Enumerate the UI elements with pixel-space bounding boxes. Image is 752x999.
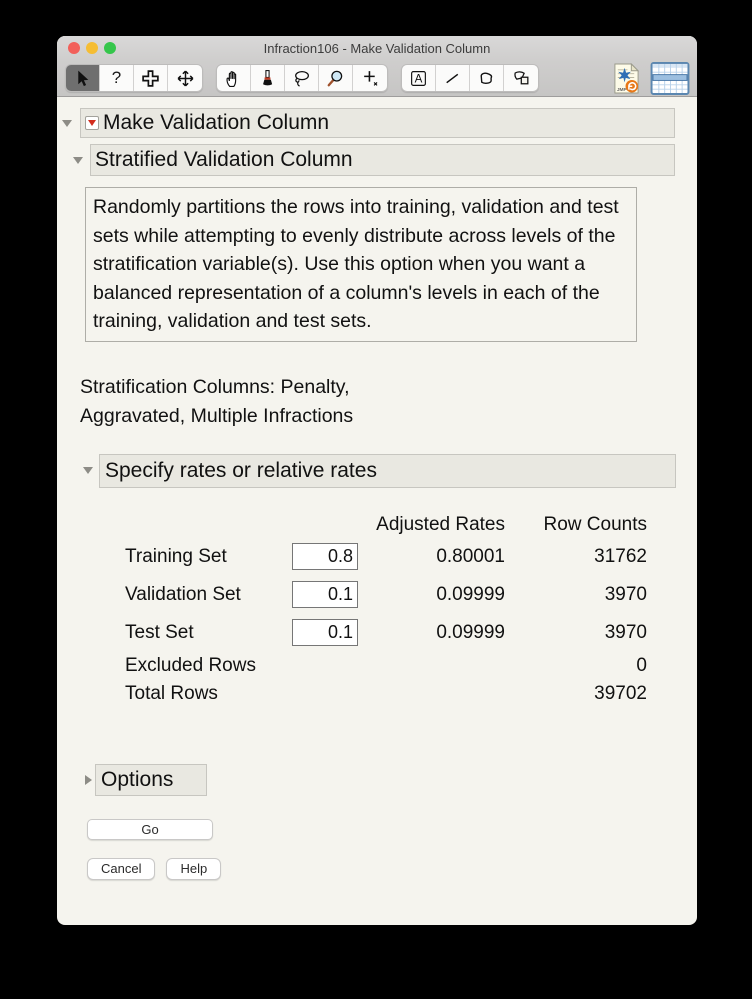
go-button[interactable]: Go	[87, 819, 213, 840]
annotate-text-icon[interactable]	[402, 65, 436, 91]
stratified-title: Stratified Validation Column	[95, 148, 353, 171]
training-rate-input[interactable]	[292, 543, 358, 570]
brush-tool-icon[interactable]	[251, 65, 285, 91]
grabber-hand-icon[interactable]	[217, 65, 251, 91]
data-table-icon[interactable]	[649, 61, 691, 96]
table-row-validation	[125, 576, 647, 614]
specify-rates-header[interactable]	[99, 454, 676, 488]
dialog-buttons	[87, 858, 697, 880]
help-tool-icon[interactable]: ?	[100, 65, 134, 91]
row-label: Validation Set	[125, 583, 241, 605]
fat-cross-tool-icon[interactable]	[134, 65, 168, 91]
options-header[interactable]	[95, 764, 207, 796]
table-row-test	[125, 614, 647, 652]
table-row-excluded	[125, 652, 647, 680]
adjusted-rate-value: 0.80001	[436, 545, 505, 567]
window-title: Infraction106 - Make Validation Column	[263, 41, 491, 56]
table-row-total	[125, 680, 647, 708]
adjusted-rates-column-header: Adjusted Rates	[376, 513, 505, 535]
row-label: Excluded Rows	[125, 654, 256, 676]
red-triangle-menu-icon[interactable]	[85, 116, 99, 130]
row-count-value: 3970	[604, 583, 647, 605]
svg-text:JMP: JMP	[616, 87, 627, 93]
validation-rate-input[interactable]	[292, 581, 358, 608]
help-button[interactable]: Help	[166, 858, 221, 880]
row-count-value: 31762	[594, 545, 647, 567]
description-text-box: Randomly partitions the rows into training, validation and test sets while attempting to evenly distribute across levels of the stratification variable(s). Use this option when you want a balanced representation of a column's levels in each of the training, validation and test sets.	[85, 187, 637, 342]
options-title: Options	[101, 767, 174, 791]
interaction-tool-group	[216, 64, 388, 92]
row-label: Total Rows	[125, 682, 218, 704]
make-validation-title: Make Validation Column	[103, 111, 330, 134]
tool-palette	[57, 60, 697, 97]
adjusted-rate-value: 0.09999	[436, 583, 505, 605]
jmp-report-window	[57, 36, 697, 925]
lasso-tool-icon[interactable]	[285, 65, 319, 91]
stratification-columns-text: Stratification Columns: Penalty, Aggravated, Multiple Infractions	[80, 375, 354, 427]
stratified-header[interactable]	[90, 144, 675, 176]
make-validation-outline	[57, 108, 697, 138]
shape-combine-icon[interactable]	[504, 65, 538, 91]
row-label: Training Set	[125, 545, 227, 567]
specify-rates-title: Specify rates or relative rates	[105, 458, 377, 482]
title-bar[interactable]	[57, 36, 697, 60]
table-row-training	[125, 538, 647, 576]
chevron-down-icon[interactable]	[83, 467, 93, 474]
stratified-outline	[57, 144, 697, 176]
toolbar-right-icons	[612, 61, 691, 96]
chevron-right-icon[interactable]	[85, 775, 92, 785]
rates-table	[125, 510, 647, 708]
move-tool-icon[interactable]	[168, 65, 202, 91]
chevron-down-icon[interactable]	[62, 120, 72, 127]
magnifier-tool-icon[interactable]	[319, 65, 353, 91]
selection-tool-group	[65, 64, 203, 92]
chevron-down-icon[interactable]	[73, 157, 83, 164]
arrow-cursor-icon[interactable]	[66, 65, 100, 91]
specify-rates-outline	[57, 454, 697, 488]
rates-table-header-row	[125, 510, 647, 538]
row-count-value: 3970	[604, 621, 647, 643]
line-tool-icon[interactable]	[436, 65, 470, 91]
options-outline	[57, 764, 697, 796]
row-count-value: 39702	[594, 682, 647, 704]
crosshair-tool-icon[interactable]	[353, 65, 387, 91]
cancel-button[interactable]: Cancel	[87, 858, 155, 880]
make-validation-header[interactable]	[80, 108, 675, 138]
row-count-value: 0	[636, 654, 647, 676]
svg-text:A: A	[414, 72, 423, 86]
row-label: Test Set	[125, 621, 194, 643]
adjusted-rate-value: 0.09999	[436, 621, 505, 643]
report-body	[57, 108, 697, 880]
jmp-journal-icon[interactable]	[612, 62, 641, 95]
test-rate-input[interactable]	[292, 619, 358, 646]
row-counts-column-header: Row Counts	[543, 513, 647, 535]
polygon-tool-icon[interactable]	[470, 65, 504, 91]
annotate-tool-group	[401, 64, 539, 92]
